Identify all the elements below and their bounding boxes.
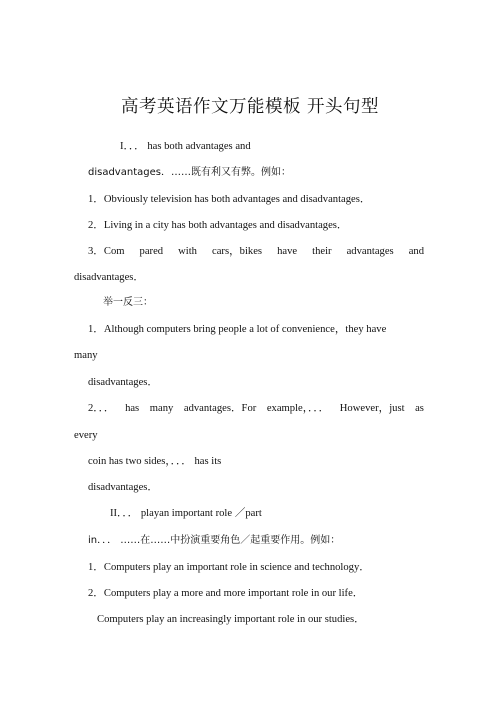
extension-2-line-4: disadvantages． [88,482,159,493]
section2-example-1: 1．Computers play an important role in science and technology． [88,562,370,573]
extension-1-line-1: 1．Although computers bring people a lot of convenience，they have [88,324,387,335]
section2-example-2: 2．Computers play a more and more important role in our life． [88,588,364,599]
section2-meaning: in．．． ……在……中扮演重要角色／起重要作用。例如： [88,535,341,546]
section1-example-3-cont: disadvantages． [74,272,145,283]
word: and [408,246,424,257]
word: advantages [346,246,394,257]
extension-2-line-1 [88,402,424,415]
word: pared [139,246,164,257]
extension-2-line-3: coin has two sides，．．． has its [88,456,222,467]
document-title: 高考英语作文万能模板 开头句型 [120,97,380,117]
word: However，just [339,403,405,414]
section1-example-2: 2．Living in a city has both advantages and disadvantages． [88,220,348,231]
word: their [312,246,332,257]
word: 2．．． [88,403,115,414]
section1-example-3 [88,245,424,258]
section1-meaning: disadvantages．……既有利又有弊。例如： [88,167,291,178]
extension-heading: 举一反三： [103,297,153,308]
word: cars，bikes [212,246,263,257]
section2-heading: II．．． playan important role ／part [110,508,262,519]
extension-1-line-3: disadvantages． [88,377,159,388]
word: have [277,246,298,257]
word: many [149,403,174,414]
extension-1-line-2: many [74,350,98,361]
word: with [178,246,197,257]
section1-heading: I．．． has both advantages and [120,141,251,152]
word: 3．Com [88,246,125,257]
section1-example-1: 1．Obviously television has both advantages and disadvantages． [88,194,371,205]
section2-example-3: Computers play an increasingly important role in our studies． [97,614,365,625]
extension-2-line-2: every [74,430,98,441]
word: has [125,403,140,414]
word: example，．．． [266,403,330,414]
word: advantages．For [183,403,257,414]
word: as [415,403,424,414]
